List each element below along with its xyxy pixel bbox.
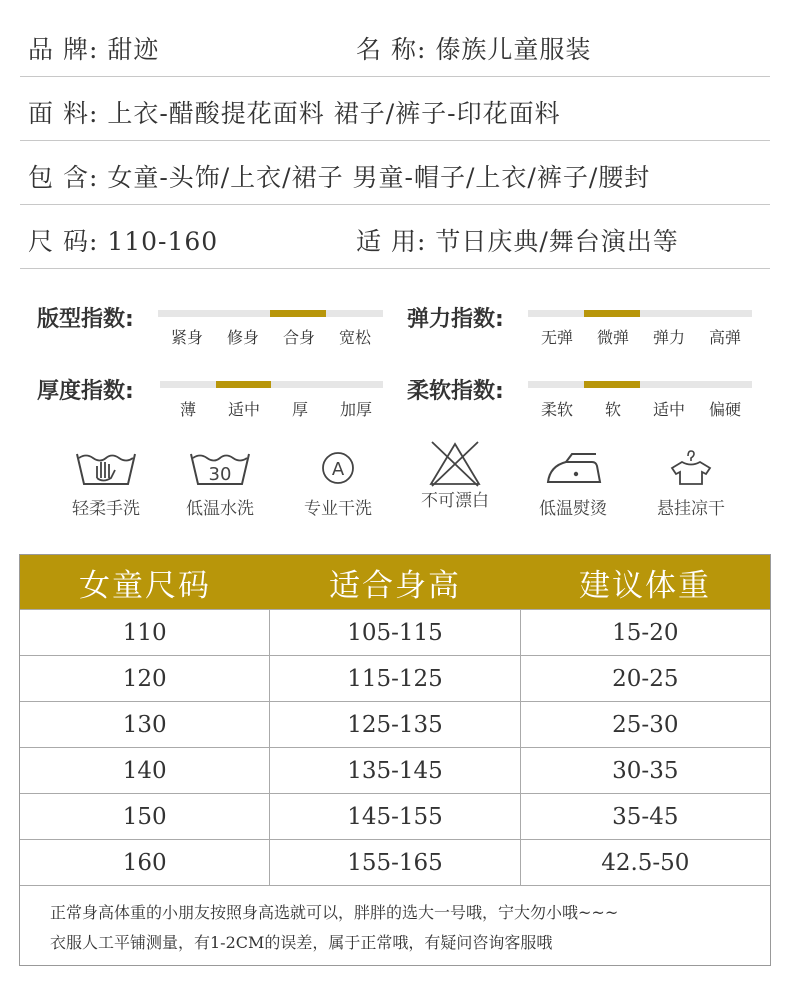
care-label: 低温水洗 — [186, 499, 254, 519]
header-size: 女童尺码 — [79, 567, 211, 604]
fit-option: 紧身 — [170, 328, 203, 347]
divider — [20, 76, 770, 77]
size-note-line: 衣服人工平铺测量，有1-2CM的误差，属于正常哦，有疑问咨询客服哦 — [50, 933, 553, 952]
size-cell: 150 — [122, 803, 167, 830]
size-cell: 130 — [122, 711, 167, 738]
weight-cell: 20-25 — [520, 656, 770, 701]
care-item-no-bleach — [400, 448, 510, 511]
softness-option: 偏硬 — [708, 400, 741, 419]
thickness-index-bar — [160, 381, 383, 388]
header-height: 适合身高 — [329, 567, 461, 604]
table-row — [20, 793, 770, 839]
care-item-hang-dry — [636, 448, 746, 519]
elastic-index-selected — [584, 310, 640, 317]
elastic-index-label: 弹力指数: — [407, 307, 504, 332]
fit-option: 修身 — [226, 328, 259, 347]
brand-text: 品 牌: 甜迹 — [28, 35, 160, 64]
weight-cell: 15-20 — [520, 610, 770, 655]
no-bleach-icon — [424, 440, 486, 488]
care-item-hand-wash — [51, 448, 161, 519]
hand-wash-icon — [75, 448, 137, 486]
wash-temp-text: 30 — [208, 464, 232, 485]
product-name-text: 名 称: 傣族儿童服装 — [356, 35, 592, 64]
size-cell: 160 — [122, 849, 167, 876]
table-row — [20, 609, 770, 655]
softness-index-bar — [528, 381, 752, 388]
care-label: 轻柔手洗 — [72, 499, 140, 519]
fit-option: 宽松 — [338, 328, 371, 347]
weight-cell: 30-35 — [520, 748, 770, 793]
size-cell: 140 — [122, 757, 167, 784]
softness-option: 软 — [604, 400, 621, 419]
size-note-line: 正常身高体重的小朋友按照身高选就可以，胖胖的选大一号哦，宁大勿小哦~~~ — [50, 903, 619, 922]
thickness-option: 薄 — [179, 400, 196, 419]
fabric-text: 面 料: 上衣-醋酸提花面料 裙子/裤子-印花面料 — [28, 99, 561, 128]
header-weight: 建议体重 — [579, 567, 711, 604]
thickness-option: 加厚 — [339, 400, 372, 419]
softness-index-label: 柔软指数: — [407, 379, 504, 404]
divider — [20, 268, 770, 269]
thickness-option: 厚 — [291, 400, 308, 419]
height-cell: 105-115 — [269, 610, 519, 655]
size-note — [20, 885, 770, 965]
care-item-dry-clean — [283, 448, 393, 519]
size-cell: 110 — [122, 619, 167, 646]
divider — [20, 204, 770, 205]
dry-clean-letter: A — [331, 459, 345, 480]
care-label: 专业干洗 — [304, 499, 372, 519]
hang-dry-icon — [660, 448, 722, 486]
usage-text: 适 用: 节日庆典/舞台演出等 — [356, 227, 679, 256]
table-row — [20, 839, 770, 885]
care-item-low-temp-wash — [165, 448, 275, 519]
table-row — [20, 701, 770, 747]
height-cell: 115-125 — [269, 656, 519, 701]
care-label: 不可漂白 — [421, 491, 489, 511]
table-row — [20, 655, 770, 701]
elastic-index-bar — [528, 310, 752, 317]
low-iron-icon — [542, 448, 604, 486]
thickness-index-label: 厚度指数: — [37, 379, 134, 404]
table-row — [20, 747, 770, 793]
care-item-low-iron — [518, 448, 628, 519]
elastic-option: 弹力 — [652, 328, 685, 347]
thickness-option: 适中 — [227, 400, 260, 419]
height-cell: 125-135 — [269, 702, 519, 747]
dry-clean-icon — [307, 448, 369, 486]
height-cell: 135-145 — [269, 748, 519, 793]
size-range-text: 尺 码: 110-160 — [28, 227, 219, 256]
height-cell: 145-155 — [269, 794, 519, 839]
weight-cell: 42.5-50 — [520, 840, 770, 885]
thickness-index-selected — [216, 381, 271, 388]
elastic-option: 无弹 — [540, 328, 573, 347]
height-cell: 155-165 — [269, 840, 519, 885]
fit-index-label: 版型指数: — [37, 307, 134, 332]
elastic-option: 高弹 — [708, 328, 741, 347]
divider — [20, 140, 770, 141]
includes-text: 包 含: 女童-头饰/上衣/裙子 男童-帽子/上衣/裤子/腰封 — [28, 163, 651, 192]
care-label: 悬挂凉干 — [657, 499, 725, 519]
size-cell: 120 — [122, 665, 167, 692]
fit-index-bar — [158, 310, 383, 317]
wash-30-icon — [189, 448, 251, 486]
care-label: 低温熨烫 — [539, 499, 607, 519]
elastic-option: 微弹 — [596, 328, 629, 347]
softness-option: 适中 — [652, 400, 685, 419]
fit-option: 合身 — [282, 328, 315, 347]
weight-cell: 25-30 — [520, 702, 770, 747]
fit-index-selected — [270, 310, 326, 317]
softness-option: 柔软 — [540, 400, 573, 419]
size-table-header — [20, 555, 770, 609]
softness-index-selected — [584, 381, 640, 388]
size-table — [19, 554, 771, 966]
weight-cell: 35-45 — [520, 794, 770, 839]
